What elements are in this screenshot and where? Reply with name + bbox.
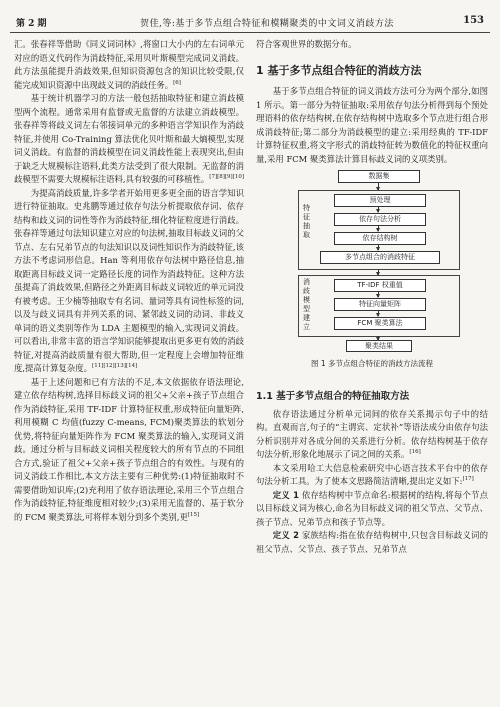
step-node: TF-IDF 权重值 [334,279,426,292]
arrow-icon [378,226,379,231]
step-node: 特征向量矩阵 [334,298,426,311]
running-title: 贺佳,等:基于多节点组合特征和模糊聚类的中文词义消歧方法 [140,19,394,29]
citation: [15] [187,511,200,518]
citation: [7] [209,174,218,181]
citation: [8] [217,174,225,181]
figure-caption: 图 1 多节点组合特征的消歧方法流程 [310,359,434,368]
paragraph: 为提高消歧质量,许多学者开始用更多更全面的语言学知识进行特征抽取。史兆鹏等通过依存句法分析提取依存词、依存结构和歧义词的词性等作为消歧特征,细化特征粒度进行消歧。张春祥等通过句法知识建立对应的句法树,抽取目标歧义词的父节点、左右兄弟节点的句法知识以及词性知识作为消歧特征,该方法不考虑词形信息。Han 等利用依存句法树中路径信息,抽取距离目标歧义词一定路径长度的词作为消歧特征。这种方法虽提高了消歧效果,但路径之外距离目标歧义词较近的单元词没有被考虑。王少楠等抽取专有名词、量词等具有词性标签的词,以及与歧义词具有并列关系的词、紧邻歧义词的动词、非歧义单词的语义类别等作为 LDA 主题模型的输入,实现词义消歧。可以看出,非常丰富的语言学知识能够提取出更多更有效的消歧特征,对提高消歧质量有很大帮助,但一定程度上会增加特征维度,提高计算复杂度。[11][12][13][14] [14,187,244,373]
issue-number: 第 2 期 [16,19,47,29]
arrow-icon [378,292,379,297]
definition: 定义 2 家族结构:指在依存结构树中,只包含目标歧义词的祖父节点、父节点、孩子节点、兄弟节点 [256,530,489,554]
arrow-icon [378,311,379,316]
left-column [14,38,244,524]
citation: [6] [173,79,181,86]
citation: [16] [409,449,421,456]
citation: [13] [114,363,126,370]
input-node: 数据集 [338,170,420,183]
flowchart [298,170,458,350]
group-label: 消歧模型建立 [303,278,310,331]
paragraph: 基于上述问题和已有方法的不足,本文依据依存语法理论,建立依存结构树,选择目标歧义词的祖父+父亲+孩子节点组合作为消歧特征,采用 TF-IDF 计算特征权重,形成特征向量矩阵,利用模糊 C 均值(fuzzy C-means, FCM)聚类算法的软划分优势,将特征向量矩阵作为 FCM 聚类算法的输入,实现词义消歧。通过分析与目标歧义词相关程度较大的所有节点的不同组合方式,验证了祖父+父亲+孩子节点组合的有效性。与现有的词义消歧工作相比,本文方法主要有三种优势:(1)特征抽取时不需要借助知识库;(2)充利用了依存语法理论,采用三个节点组合作为消歧特征,特征维度相对较少;(3)采用无监督的、基于软分的 FCM 聚类算法,可将样本划分到多个类别,更[15] [14,376,244,522]
right-column [256,38,488,556]
definition-label: 定义 2 [272,530,299,540]
paragraph: 本文采用哈工大信息检索研究中心语言技术平台中的依存句法分析工具。为了使本文思路简洁清晰,提出定义如下:[17] [256,462,488,486]
paragraph: 依存语法通过分析单元词间的依存关系揭示句子中的结构。直观而言,句子的“主谓宾、定状补”等语法成分由依存句法分析识别并对各成分间的关系进行分析。依存结构树基于依存句法分析,形象化地展示了词之间的关系。[16] [256,408,488,459]
arrow-icon [378,245,379,250]
flowchart-figure [256,170,488,382]
paragraph: 基于统计机器学习的方法一般包括抽取特征和建立消歧模型两个流程。通常采用有监督或无监督的方法建立消歧模型。张春祥等将歧义词左右邻接词单元的多种语言学知识作为消歧特征,并使用 Co-Training 算法优化贝叶斯和最大熵模型,实现词义消歧。有监督的消歧模型在词义消歧性能上表现突出,但由于缺乏大规模标注语料,此类方法受到了很大限制。无监督的消歧模型不需要大规模标注语料,具有较强的可移植性。[7][8][9][10] [14,93,244,184]
paragraph: 符合客观世界的数据分布。 [256,39,357,49]
definition: 定义 1 依存结构树中节点命名:根据树的结构,将每个节点以目标歧义词为核心,命名为目标歧义词的祖父节点、父节点、孩子节点、兄弟节点和孩子节点等。 [256,489,489,527]
definition-label: 定义 1 [272,489,299,500]
paragraph: 汇。张春祥等借助《同义词词林》,将窗口大小内的左右词单元对应的语义代码作为消歧特征,采用贝叶斯模型完成词义消歧。此方法虽能提升消歧效果,但知识资源包含的知识比较受限,仅能完成知识资源中出现歧义词的消歧任务。[6] [14,39,244,90]
paragraph: 基于多节点组合特征的词义消歧方法可分为两个部分,如图 1 所示。第一部分为特征抽取:采用依存句法分析得到每个预处理语料的依存结构树,在依存结构树中选取多个节点进行组合形成消歧特征;第二部分为消歧模型的建立:采用经典的 TF-IDF 计算特征权重,将文字形式的消歧特征转为数值化的特征权重向量,采用 FCM 聚类算法计算目标歧义词的义项类别。 [256,86,488,164]
step-node: 预处理 [334,194,426,207]
arrow-icon [378,207,379,212]
step-node: 依存结构树 [334,232,426,245]
group-label: 特征抽取 [303,204,310,239]
step-node: 多节点组合的消歧特征 [320,251,440,264]
section-heading: 1 基于多节点组合特征的消歧方法 [256,63,422,77]
subsection-heading: 1.1 基于多节点组合的特征抽取方法 [256,391,410,402]
citation: [11] [92,363,104,370]
page-number: 153 [463,15,484,26]
citation: [12] [103,363,115,370]
citation: [10] [232,174,244,181]
output-node: 聚类结果 [346,340,412,352]
citation: [9] [224,174,233,181]
step-node: 依存句法分析 [334,213,426,226]
citation: [14] [125,363,138,370]
citation: [17] [462,476,474,483]
arrow-icon [378,182,379,190]
page-header [10,6,490,33]
step-node: FCM 聚类算法 [334,317,426,330]
